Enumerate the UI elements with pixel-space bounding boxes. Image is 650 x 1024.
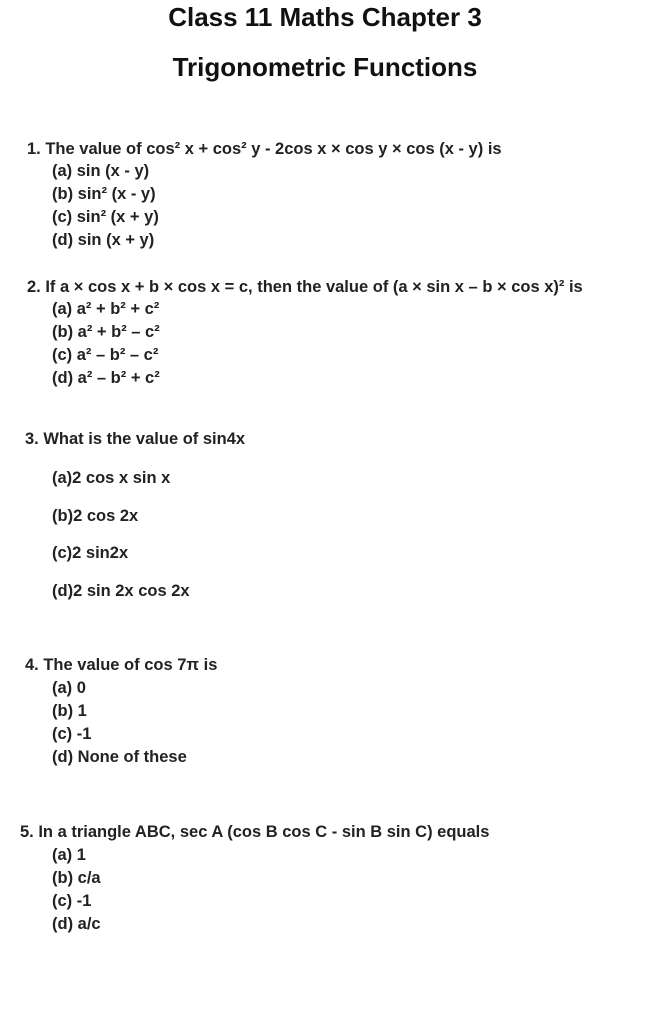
question-5-option-b: (b) c/a: [52, 869, 101, 887]
question-4-option-b: (b) 1: [52, 702, 87, 720]
question-2-option-d: (d) a² – b² + c²: [52, 369, 160, 387]
question-2-option-a: (a) a² + b² + c²: [52, 300, 160, 318]
question-5-option-d: (d) a/c: [52, 915, 101, 933]
question-4-option-d: (d) None of these: [52, 748, 187, 766]
question-3-text: 3. What is the value of sin4x: [25, 430, 246, 448]
question-1-option-c: (c) sin² (x + y): [52, 208, 159, 226]
question-5-text: 5. In a triangle ABC, sec A (cos B cos C - sin B sin C) equals: [20, 823, 490, 841]
question-4-options: [52, 677, 187, 769]
question-5-options: [52, 844, 101, 936]
question-3-option-c: (c)2 sin2x: [52, 544, 129, 562]
question-1-option-b: (b) sin² (x - y): [52, 185, 156, 203]
question-4-option-c: (c) -1: [52, 725, 92, 743]
question-2-option-b: (b) a² + b² – c²: [52, 323, 160, 341]
question-3-option-a: (a)2 cos x sin x: [52, 469, 171, 487]
question-3-option-b: (b)2 cos 2x: [52, 506, 139, 525]
question-4-text: 4. The value of cos 7π is: [25, 656, 218, 674]
question-3-option-d: (d)2 sin 2x cos 2x: [52, 581, 190, 600]
question-1-option-a: (a) sin (x - y): [52, 162, 150, 180]
question-1-options: [52, 160, 159, 252]
question-2-options: [52, 298, 160, 390]
page-subtitle: Trigonometric Functions: [172, 52, 478, 82]
question-2-text: 2. If a × cos x + b × cos x = c, then the value of (a × sin x – b × cos x)² is: [27, 278, 583, 296]
question-2-option-c: (c) a² – b² – c²: [52, 346, 159, 364]
question-4-option-a: (a) 0: [52, 679, 86, 697]
question-5-option-c: (c) -1: [52, 892, 92, 910]
page-title: Class 11 Maths Chapter 3: [168, 2, 482, 32]
question-1-text: 1. The value of cos² x + cos² y - 2cos x × cos y × cos (x - y) is: [27, 140, 502, 158]
question-3-options: [52, 460, 190, 610]
question-1-option-d: (d) sin (x + y): [52, 231, 155, 249]
question-5-option-a: (a) 1: [52, 846, 86, 864]
